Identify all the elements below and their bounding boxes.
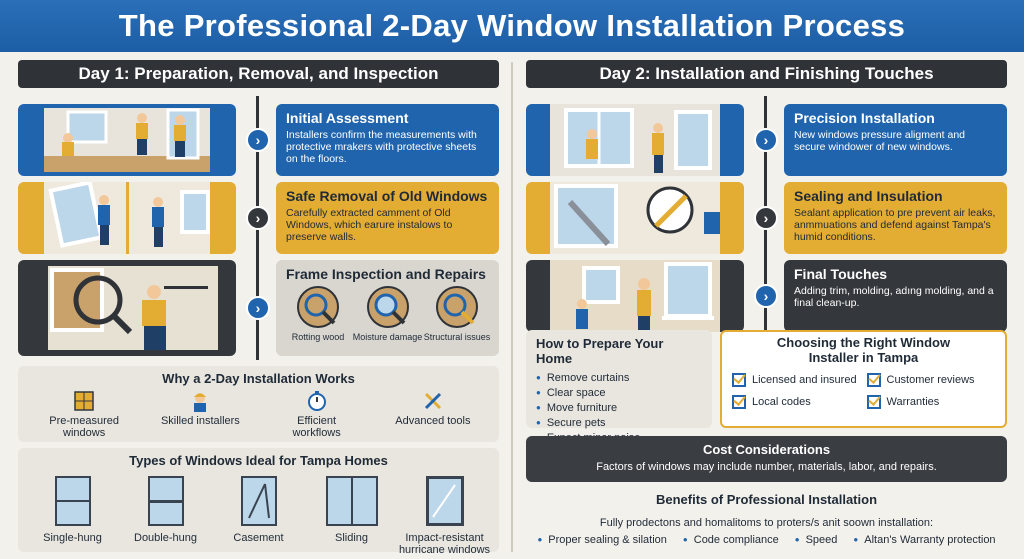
why-label: Skilled installers: [160, 415, 240, 427]
why-item: [272, 390, 362, 439]
magnifier-icon: [296, 285, 340, 329]
window-type-item: [27, 476, 119, 556]
prepare-item: ● Remove curtains: [536, 371, 702, 386]
window-type-item: [306, 476, 398, 556]
day2-column: [526, 60, 1007, 555]
step-title: Sealing and Insulation: [794, 188, 943, 204]
structural-issues-item: [425, 285, 489, 342]
day2-step-2: [526, 182, 1007, 254]
day1-step-3: [18, 260, 499, 356]
removal-illustration: [18, 182, 236, 254]
check-label: Warranties: [886, 396, 940, 408]
why-item: [155, 390, 245, 439]
cost-text: Factors of windows may include number, materials, labor, and repairs.: [596, 461, 937, 473]
window-type-label: Sliding: [334, 532, 369, 544]
chevron-right-icon: ›: [246, 296, 270, 320]
inspection-illustration: [18, 260, 236, 356]
benefit-item: ● Altan's Warranty protection: [853, 534, 995, 546]
chevron-right-icon: ›: [754, 128, 778, 152]
window-type-label: Impact-resistant hurricane windows: [398, 532, 491, 556]
chevron-right-icon: ›: [754, 284, 778, 308]
page-title: The Professional 2-Day Window Installation Process: [118, 8, 906, 43]
benefit-item: ● Code compliance: [683, 534, 779, 546]
why-label: Advanced tools: [395, 415, 471, 427]
benefits-list: [526, 534, 1007, 546]
sealing-illustration: [526, 182, 744, 254]
types-title: Types of Windows Ideal for Tampa Homes: [129, 453, 388, 468]
column-divider: [511, 62, 513, 552]
rotting-wood-item: [286, 285, 350, 342]
prepare-item: ● Clear space: [536, 386, 702, 401]
checkbox-icon: [867, 373, 881, 387]
checkbox-icon: [732, 395, 746, 409]
check-item: [732, 395, 861, 409]
prepare-title: How to Prepare Your Home: [536, 336, 664, 366]
step-text: Installers confirm the measurements with protective mrakers with protective sheets on the floors.: [286, 129, 477, 165]
step-text: Sealant application to pre prevent air leaks, anmmuations and defend against Tampa's humid conditions.: [794, 207, 996, 243]
prepare-list: [536, 371, 702, 446]
prepare-item: ● Move furniture: [536, 401, 702, 416]
step-card: [276, 104, 499, 176]
hurricane-window-icon: [426, 476, 464, 526]
check-item: [867, 373, 996, 387]
worker-icon: [189, 390, 211, 412]
stopwatch-icon: [306, 390, 328, 412]
why-title: Why a 2-Day Installation Works: [162, 371, 355, 386]
benefits-section: [526, 492, 1007, 546]
cost-panel: [526, 436, 1007, 482]
benefit-item: ● Speed: [795, 534, 838, 546]
step-title: Final Touches: [794, 266, 888, 282]
sliding-window-icon: [326, 476, 378, 526]
finishing-illustration: [526, 260, 744, 332]
step-title: Precision Installation: [794, 110, 935, 126]
window-types-panel: [18, 448, 499, 556]
day2-heading: Day 2: Installation and Finishing Touches: [526, 60, 1007, 88]
day1-step-1: [18, 104, 499, 176]
why-label: Efficient workflows: [292, 415, 341, 439]
chevron-right-icon: ›: [754, 206, 778, 230]
window-type-label: Double-hung: [134, 532, 197, 544]
step-title: Frame Inspection and Repairs: [286, 266, 486, 282]
benefits-subtitle: Fully prodectons and homalitoms to proters/s anit soown installation:: [599, 517, 934, 529]
choosing-title: Choosing the Right Window Installer in Tampa: [776, 335, 951, 365]
casement-window-icon: [241, 476, 277, 526]
single-hung-window-icon: [55, 476, 91, 526]
double-hung-window-icon: [148, 476, 184, 526]
window-type-item: [399, 476, 491, 556]
day1-step-2: [18, 182, 499, 254]
magnifier-icon: [366, 285, 410, 329]
step-card: [276, 182, 499, 254]
benefits-title: Benefits of Professional Installation: [655, 492, 878, 507]
prepare-home-panel: [526, 330, 712, 428]
why-item: [39, 390, 129, 439]
window-type-item: [120, 476, 212, 556]
check-label: Licensed and insured: [752, 374, 857, 386]
why-label: Pre-measured windows: [49, 415, 119, 439]
step-card: [784, 260, 1007, 332]
step-card: [276, 260, 499, 356]
prepare-item: ● Secure pets: [536, 416, 702, 431]
chevron-right-icon: ›: [246, 128, 270, 152]
title-banner: [0, 0, 1024, 52]
step-card: [784, 182, 1007, 254]
window-type-label: Casement: [233, 532, 284, 544]
tools-icon: [422, 390, 444, 412]
chevron-right-icon: ›: [246, 206, 270, 230]
benefit-item: ● Proper sealing & silation: [537, 534, 666, 546]
cost-title: Cost Considerations: [702, 442, 831, 457]
magnifier-icon: [435, 285, 479, 329]
installation-illustration: [526, 104, 744, 176]
checkbox-icon: [867, 395, 881, 409]
inspection-label: Structural issues: [423, 332, 491, 342]
choosing-installer-panel: [720, 330, 1007, 428]
step-text: Adding trim, molding, adıng molding, and a final clean-up.: [794, 285, 994, 309]
measure-grid-icon: [73, 390, 95, 412]
check-item: [732, 373, 861, 387]
check-label: Local codes: [752, 396, 811, 408]
assessment-illustration: [18, 104, 236, 176]
day2-step-1: [526, 104, 1007, 176]
day1-heading: Day 1: Preparation, Removal, and Inspection: [18, 60, 499, 88]
check-item: [867, 395, 996, 409]
step-card: [784, 104, 1007, 176]
step-text: New windows pressure aligment and secure windower of new windows.: [794, 129, 965, 153]
window-type-item: [213, 476, 305, 556]
why-two-day-panel: [18, 366, 499, 442]
window-type-label: Single-hung: [43, 532, 102, 544]
day1-column: [18, 60, 499, 555]
checkbox-icon: [732, 373, 746, 387]
step-title: Initial Assessment: [286, 110, 409, 126]
check-label: Customer reviews: [886, 374, 975, 386]
inspection-label: Rotting wood: [291, 332, 345, 342]
why-item: [388, 390, 478, 439]
inspection-label: Moisture damage: [352, 332, 423, 342]
step-text: Carefully extracted camment of Old Windows, which earure instalows to preserve walls.: [286, 207, 453, 243]
day2-step-3: [526, 260, 1007, 332]
step-title: Safe Removal of Old Windows: [286, 188, 488, 204]
moisture-damage-item: [352, 285, 423, 342]
